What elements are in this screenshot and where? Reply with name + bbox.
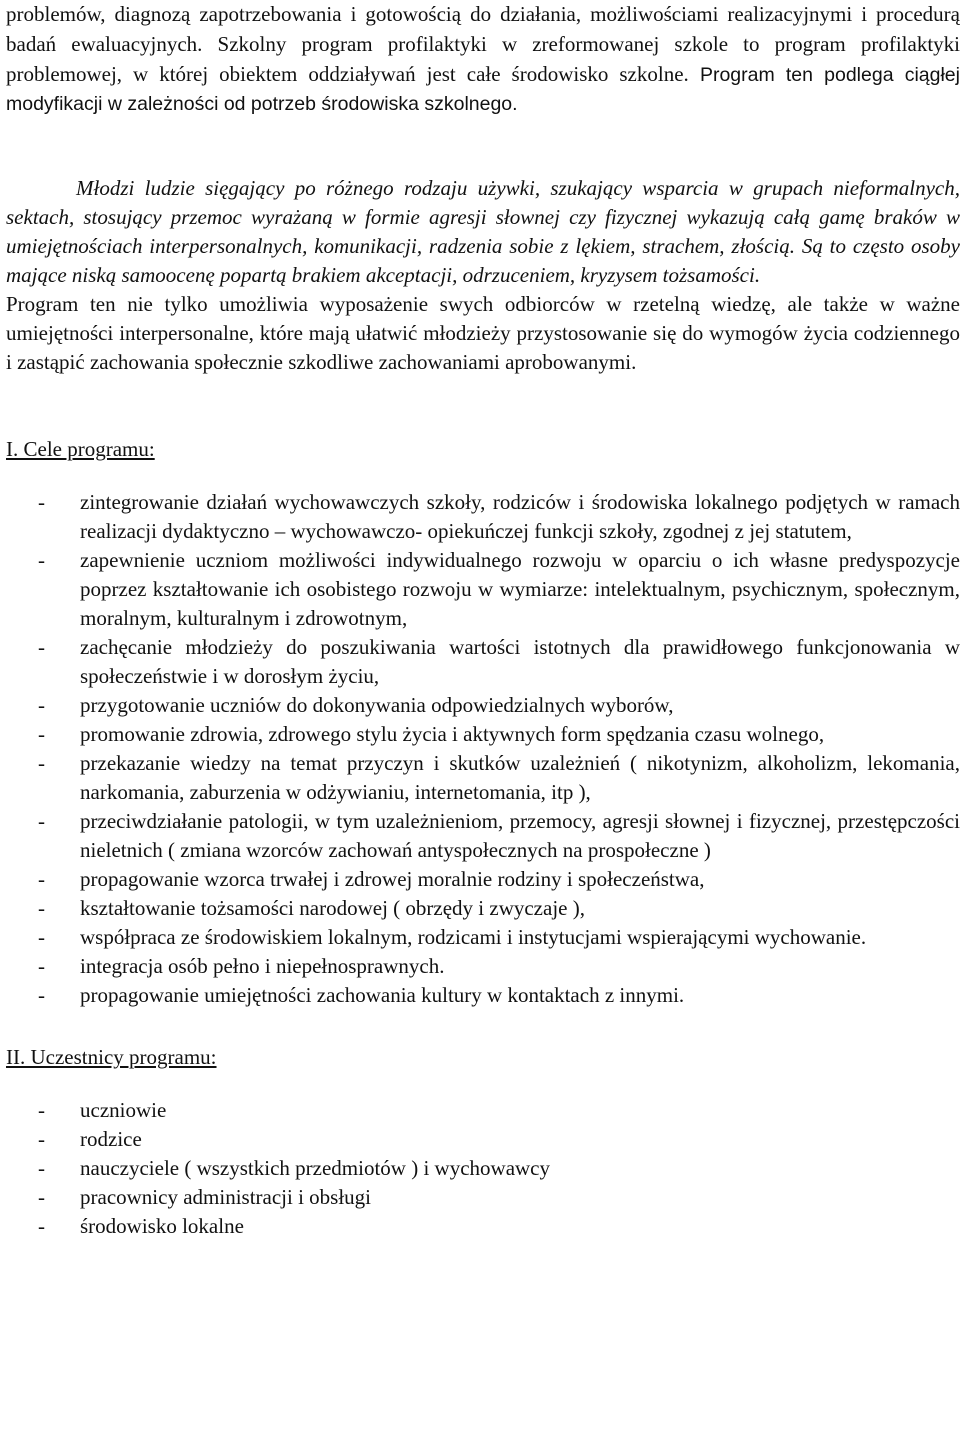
intro-text-serif: problemów, diagnozą zapotrzebowania i gotowością do działania, możliwościami realizacyjnymi i procedurą badań ewaluacyjnych. Szkolny program profilaktyki w zreformowanej szkole to program profilaktyki problemowej, w której obiektem oddziaływań jest całe środowisko szkolne. xyxy=(6,2,960,86)
dash-bullet: - xyxy=(38,635,45,659)
dash-bullet: - xyxy=(38,490,45,514)
list-item-text: propagowanie wzorca trwałej i zdrowej moralnie rodziny i społeczeństwa, xyxy=(80,867,705,891)
list-item-text: integracja osób pełno i niepełnosprawnych. xyxy=(80,954,445,978)
dash-bullet: - xyxy=(38,809,45,833)
list-item-text: przeciwdziałanie patologii, w tym uzależnieniom, przemocy, agresji słownej i fizycznej, przestępczości nieletnich ( zmiana wzorców zachowań antyspołecznych na prospołeczne ) xyxy=(80,809,960,862)
list-item xyxy=(6,807,960,865)
dash-bullet: - xyxy=(38,722,45,746)
list-item-text: środowisko lokalne xyxy=(80,1214,244,1238)
list-item-text: przygotowanie uczniów do dokonywania odpowiedzialnych wyborów, xyxy=(80,693,674,717)
list-item xyxy=(6,1212,960,1241)
list-item-text: nauczyciele ( wszystkich przedmiotów ) i wychowawcy xyxy=(80,1156,550,1180)
list-item xyxy=(6,1096,960,1125)
section-heading-goals: I. Cele programu: xyxy=(6,437,155,461)
list-item xyxy=(6,749,960,807)
list-item xyxy=(6,894,960,923)
list-item xyxy=(6,720,960,749)
list-item xyxy=(6,1154,960,1183)
dash-bullet: - xyxy=(38,1214,45,1238)
dash-bullet: - xyxy=(38,693,45,717)
list-item xyxy=(6,546,960,633)
list-item-text: zachęcanie młodzieży do poszukiwania wartości istotnych dla prawidłowego funkcjonowania w społeczeństwie i w dorosłym życiu, xyxy=(80,635,960,688)
list-item xyxy=(6,1125,960,1154)
dash-bullet: - xyxy=(38,983,45,1007)
dash-bullet: - xyxy=(38,751,45,775)
goals-list xyxy=(6,488,960,1010)
list-item xyxy=(6,865,960,894)
list-item-text: współpraca ze środowiskiem lokalnym, rodzicami i instytucjami wspierającymi wychowanie. xyxy=(80,925,867,949)
section-heading-participants: II. Uczestnicy programu: xyxy=(6,1045,217,1069)
list-item xyxy=(6,1183,960,1212)
dash-bullet: - xyxy=(38,1185,45,1209)
list-item-text: pracownicy administracji i obsługi xyxy=(80,1185,372,1209)
intro-paragraph xyxy=(6,0,960,119)
dash-bullet: - xyxy=(38,954,45,978)
list-item xyxy=(6,981,960,1010)
dash-bullet: - xyxy=(38,1127,45,1151)
list-item-text: rodzice xyxy=(80,1127,142,1151)
italic-paragraph: Młodzi ludzie sięgający po różnego rodzaju używki, szukający wsparcia w grupach nieformalnych, sektach, stosujący przemoc wyrażaną w formie agresji słownej czy fizycznej wykazują całą gamę braków w umiejętnościach interpersonalnych, komunikacji, radzenia sobie z lękiem, strachem, złością. Są to często osoby mające niską samoocenę popartą brakiem akceptacji, odrzuceniem, kryzysem tożsamości. xyxy=(6,176,960,287)
list-item xyxy=(6,633,960,691)
list-item-text: zintegrowanie działań wychowawczych szkoły, rodziców i środowiska lokalnego podjętych w ramach realizacji dydaktyczno – wychowawczo- opiekuńczej funkcji szkoły, zgodnej z jej statutem, xyxy=(80,490,960,543)
dash-bullet: - xyxy=(38,548,45,572)
list-item-text: promowanie zdrowia, zdrowego stylu życia i aktywnych form spędzania czasu wolnego, xyxy=(80,722,825,746)
dash-bullet: - xyxy=(38,1156,45,1180)
dash-bullet: - xyxy=(38,896,45,920)
dash-bullet: - xyxy=(38,867,45,891)
program-paragraph: Program ten nie tylko umożliwia wyposażenie swych odbiorców w rzetelną wiedzę, ale także w ważne umiejętności interpersonalne, które mają ułatwić młodzieży przystosowanie się do wymogów życia codziennego i zastąpić zachowania społecznie szkodliwe zachowaniami aprobowanymi. xyxy=(6,292,960,374)
document-page xyxy=(6,0,960,1241)
participants-list xyxy=(6,1096,960,1241)
list-item-text: zapewnienie uczniom możliwości indywidualnego rozwoju w oparciu o ich własne predyspozycje poprzez kształtowanie ich osobistego rozwoju w wymiarze: intelektualnym, psychicznym, społecznym, moralnym, kulturalnym i zdrowotnym, xyxy=(80,548,960,630)
list-item-text: uczniowie xyxy=(80,1098,167,1122)
dash-bullet: - xyxy=(38,925,45,949)
list-item xyxy=(6,923,960,952)
list-item xyxy=(6,952,960,981)
list-item-text: kształtowanie tożsamości narodowej ( obrzędy i zwyczaje ), xyxy=(80,896,585,920)
intro-text-sans: Program ten podlega ciągłej modyfikacji w zależności od potrzeb środowiska szkolnego. xyxy=(6,64,960,115)
dash-bullet: - xyxy=(38,1098,45,1122)
list-item xyxy=(6,691,960,720)
list-item xyxy=(6,488,960,546)
list-item-text: propagowanie umiejętności zachowania kultury w kontaktach z innymi. xyxy=(80,983,685,1007)
list-item-text: przekazanie wiedzy na temat przyczyn i skutków uzależnień ( nikotynizm, alkoholizm, lekomania, narkomania, zaburzenia w odżywianiu, internetomania, itp ), xyxy=(80,751,960,804)
